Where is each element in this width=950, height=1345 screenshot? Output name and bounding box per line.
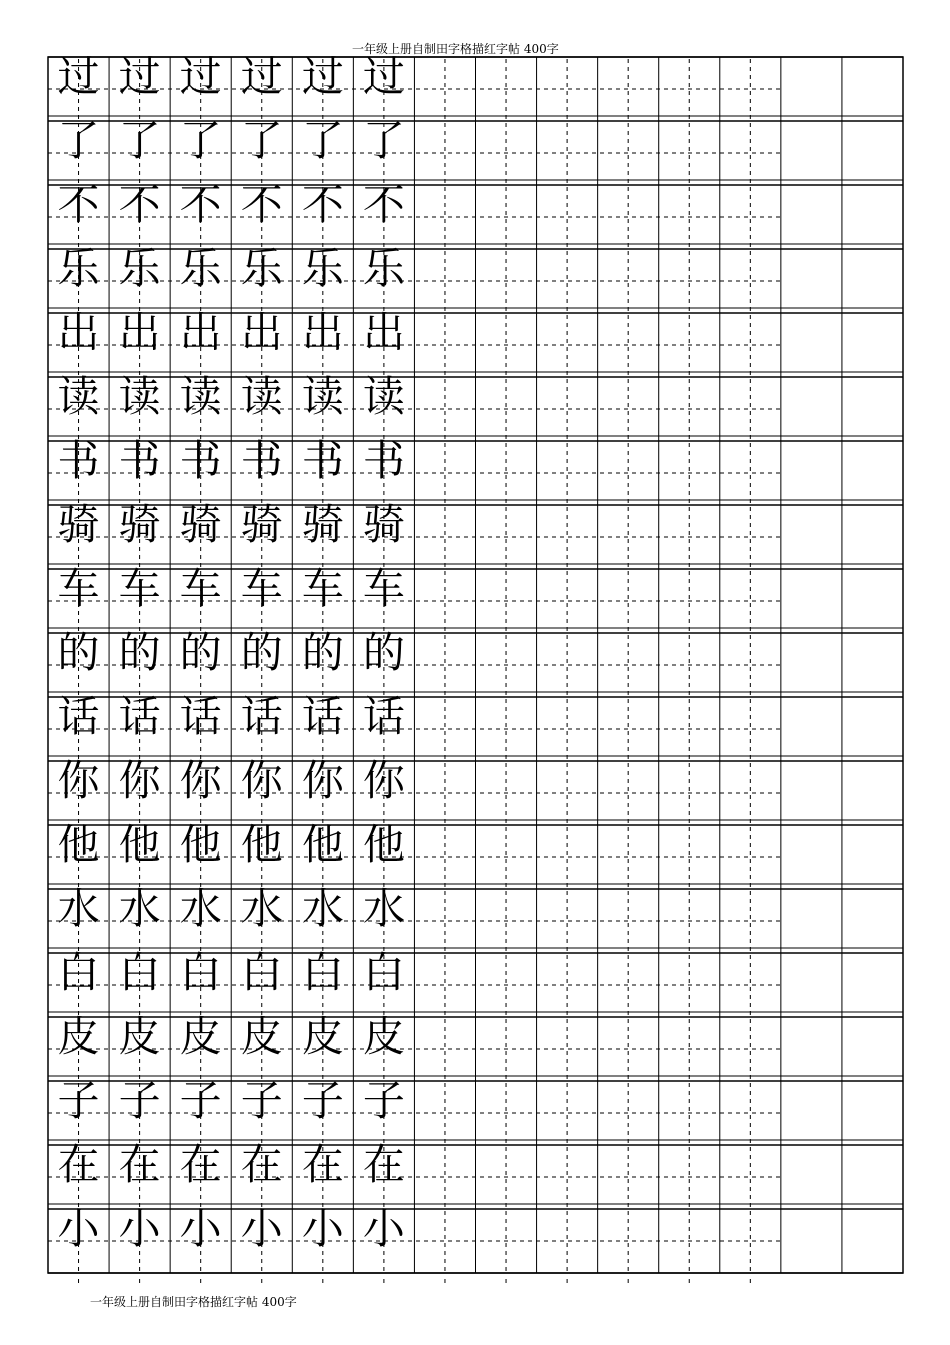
practice-character: 乐 [57,244,100,294]
practice-character: 皮 [240,1012,283,1062]
practice-character: 的 [179,628,222,678]
practice-character: 骑 [179,500,222,550]
practice-character: 的 [240,628,283,678]
practice-character: 白 [240,948,283,998]
practice-character: 在 [301,1140,344,1190]
practice-character: 不 [301,180,344,230]
practice-character: 读 [57,372,100,422]
practice-character: 你 [57,756,100,806]
practice-character: 过 [57,52,100,102]
practice-character: 乐 [240,244,283,294]
practice-character: 车 [240,564,283,614]
practice-character: 书 [240,436,283,486]
practice-character: 出 [362,308,405,358]
practice-character: 话 [301,692,344,742]
practice-character: 乐 [301,244,344,294]
practice-character: 小 [57,1204,100,1254]
practice-character: 白 [57,948,100,998]
practice-character: 车 [301,564,344,614]
practice-character: 皮 [118,1012,161,1062]
practice-character: 骑 [118,500,161,550]
practice-character: 小 [362,1204,405,1254]
practice-character: 皮 [362,1012,405,1062]
practice-character: 书 [362,436,405,486]
practice-character: 子 [301,1076,344,1126]
practice-character: 子 [57,1076,100,1126]
practice-character: 出 [179,308,222,358]
practice-character: 不 [240,180,283,230]
practice-character: 骑 [301,500,344,550]
practice-character: 车 [362,564,405,614]
practice-character: 子 [362,1076,405,1126]
practice-character: 白 [118,948,161,998]
practice-character: 读 [179,372,222,422]
practice-character: 小 [179,1204,222,1254]
practice-character: 过 [362,52,405,102]
practice-character: 不 [362,180,405,230]
practice-character: 话 [118,692,161,742]
practice-character: 了 [118,116,161,166]
page-header-title: 一年级上册自制田字格描红字帖 400字 [352,42,559,56]
practice-character: 不 [118,180,161,230]
practice-character: 在 [57,1140,100,1190]
practice-character: 白 [301,948,344,998]
practice-character: 了 [301,116,344,166]
practice-character: 的 [362,628,405,678]
practice-character: 皮 [179,1012,222,1062]
practice-character: 的 [118,628,161,678]
practice-character: 话 [179,692,222,742]
practice-character: 子 [179,1076,222,1126]
practice-character: 水 [57,884,100,934]
practice-character: 过 [179,52,222,102]
practice-character: 乐 [118,244,161,294]
practice-character: 书 [301,436,344,486]
practice-character: 水 [362,884,405,934]
practice-character: 话 [362,692,405,742]
practice-character: 了 [57,116,100,166]
practice-character: 书 [118,436,161,486]
practice-character: 他 [240,820,283,870]
practice-character: 了 [240,116,283,166]
practice-character: 水 [179,884,222,934]
practice-character: 在 [118,1140,161,1190]
practice-character: 小 [240,1204,283,1254]
practice-character: 话 [57,692,100,742]
practice-character: 骑 [57,500,100,550]
practice-character: 你 [362,756,405,806]
practice-character: 读 [362,372,405,422]
practice-character: 书 [179,436,222,486]
practice-character: 乐 [179,244,222,294]
practice-character: 水 [118,884,161,934]
practice-character: 他 [301,820,344,870]
practice-character: 不 [57,180,100,230]
practice-character: 了 [179,116,222,166]
page-footer-title: 一年级上册自制田字格描红字帖 400字 [90,1295,297,1309]
practice-character: 出 [118,308,161,358]
practice-character: 骑 [240,500,283,550]
practice-character: 读 [118,372,161,422]
practice-character: 子 [240,1076,283,1126]
practice-character: 他 [57,820,100,870]
practice-character: 皮 [57,1012,100,1062]
practice-character: 你 [118,756,161,806]
practice-character: 骑 [362,500,405,550]
practice-character: 你 [179,756,222,806]
practice-character: 白 [179,948,222,998]
practice-character: 车 [57,564,100,614]
practice-character: 出 [57,308,100,358]
practice-character: 在 [240,1140,283,1190]
practice-character: 出 [301,308,344,358]
practice-character: 小 [301,1204,344,1254]
practice-character: 水 [301,884,344,934]
practice-character: 读 [240,372,283,422]
practice-character: 他 [118,820,161,870]
practice-character: 水 [240,884,283,934]
practice-character: 读 [301,372,344,422]
practice-character: 过 [240,52,283,102]
practice-character: 他 [362,820,405,870]
practice-character: 书 [57,436,100,486]
practice-character: 你 [240,756,283,806]
practice-character: 出 [240,308,283,358]
practice-character: 在 [362,1140,405,1190]
practice-character: 白 [362,948,405,998]
practice-character: 话 [240,692,283,742]
practice-character: 了 [362,116,405,166]
practice-character: 乐 [362,244,405,294]
practice-character: 不 [179,180,222,230]
practice-character: 的 [57,628,100,678]
practice-character: 的 [301,628,344,678]
practice-character: 你 [301,756,344,806]
practice-character: 皮 [301,1012,344,1062]
practice-character: 小 [118,1204,161,1254]
practice-character: 他 [179,820,222,870]
practice-character: 车 [179,564,222,614]
practice-character: 过 [301,52,344,102]
practice-character: 子 [118,1076,161,1126]
practice-character: 车 [118,564,161,614]
practice-character: 在 [179,1140,222,1190]
practice-character: 过 [118,52,161,102]
